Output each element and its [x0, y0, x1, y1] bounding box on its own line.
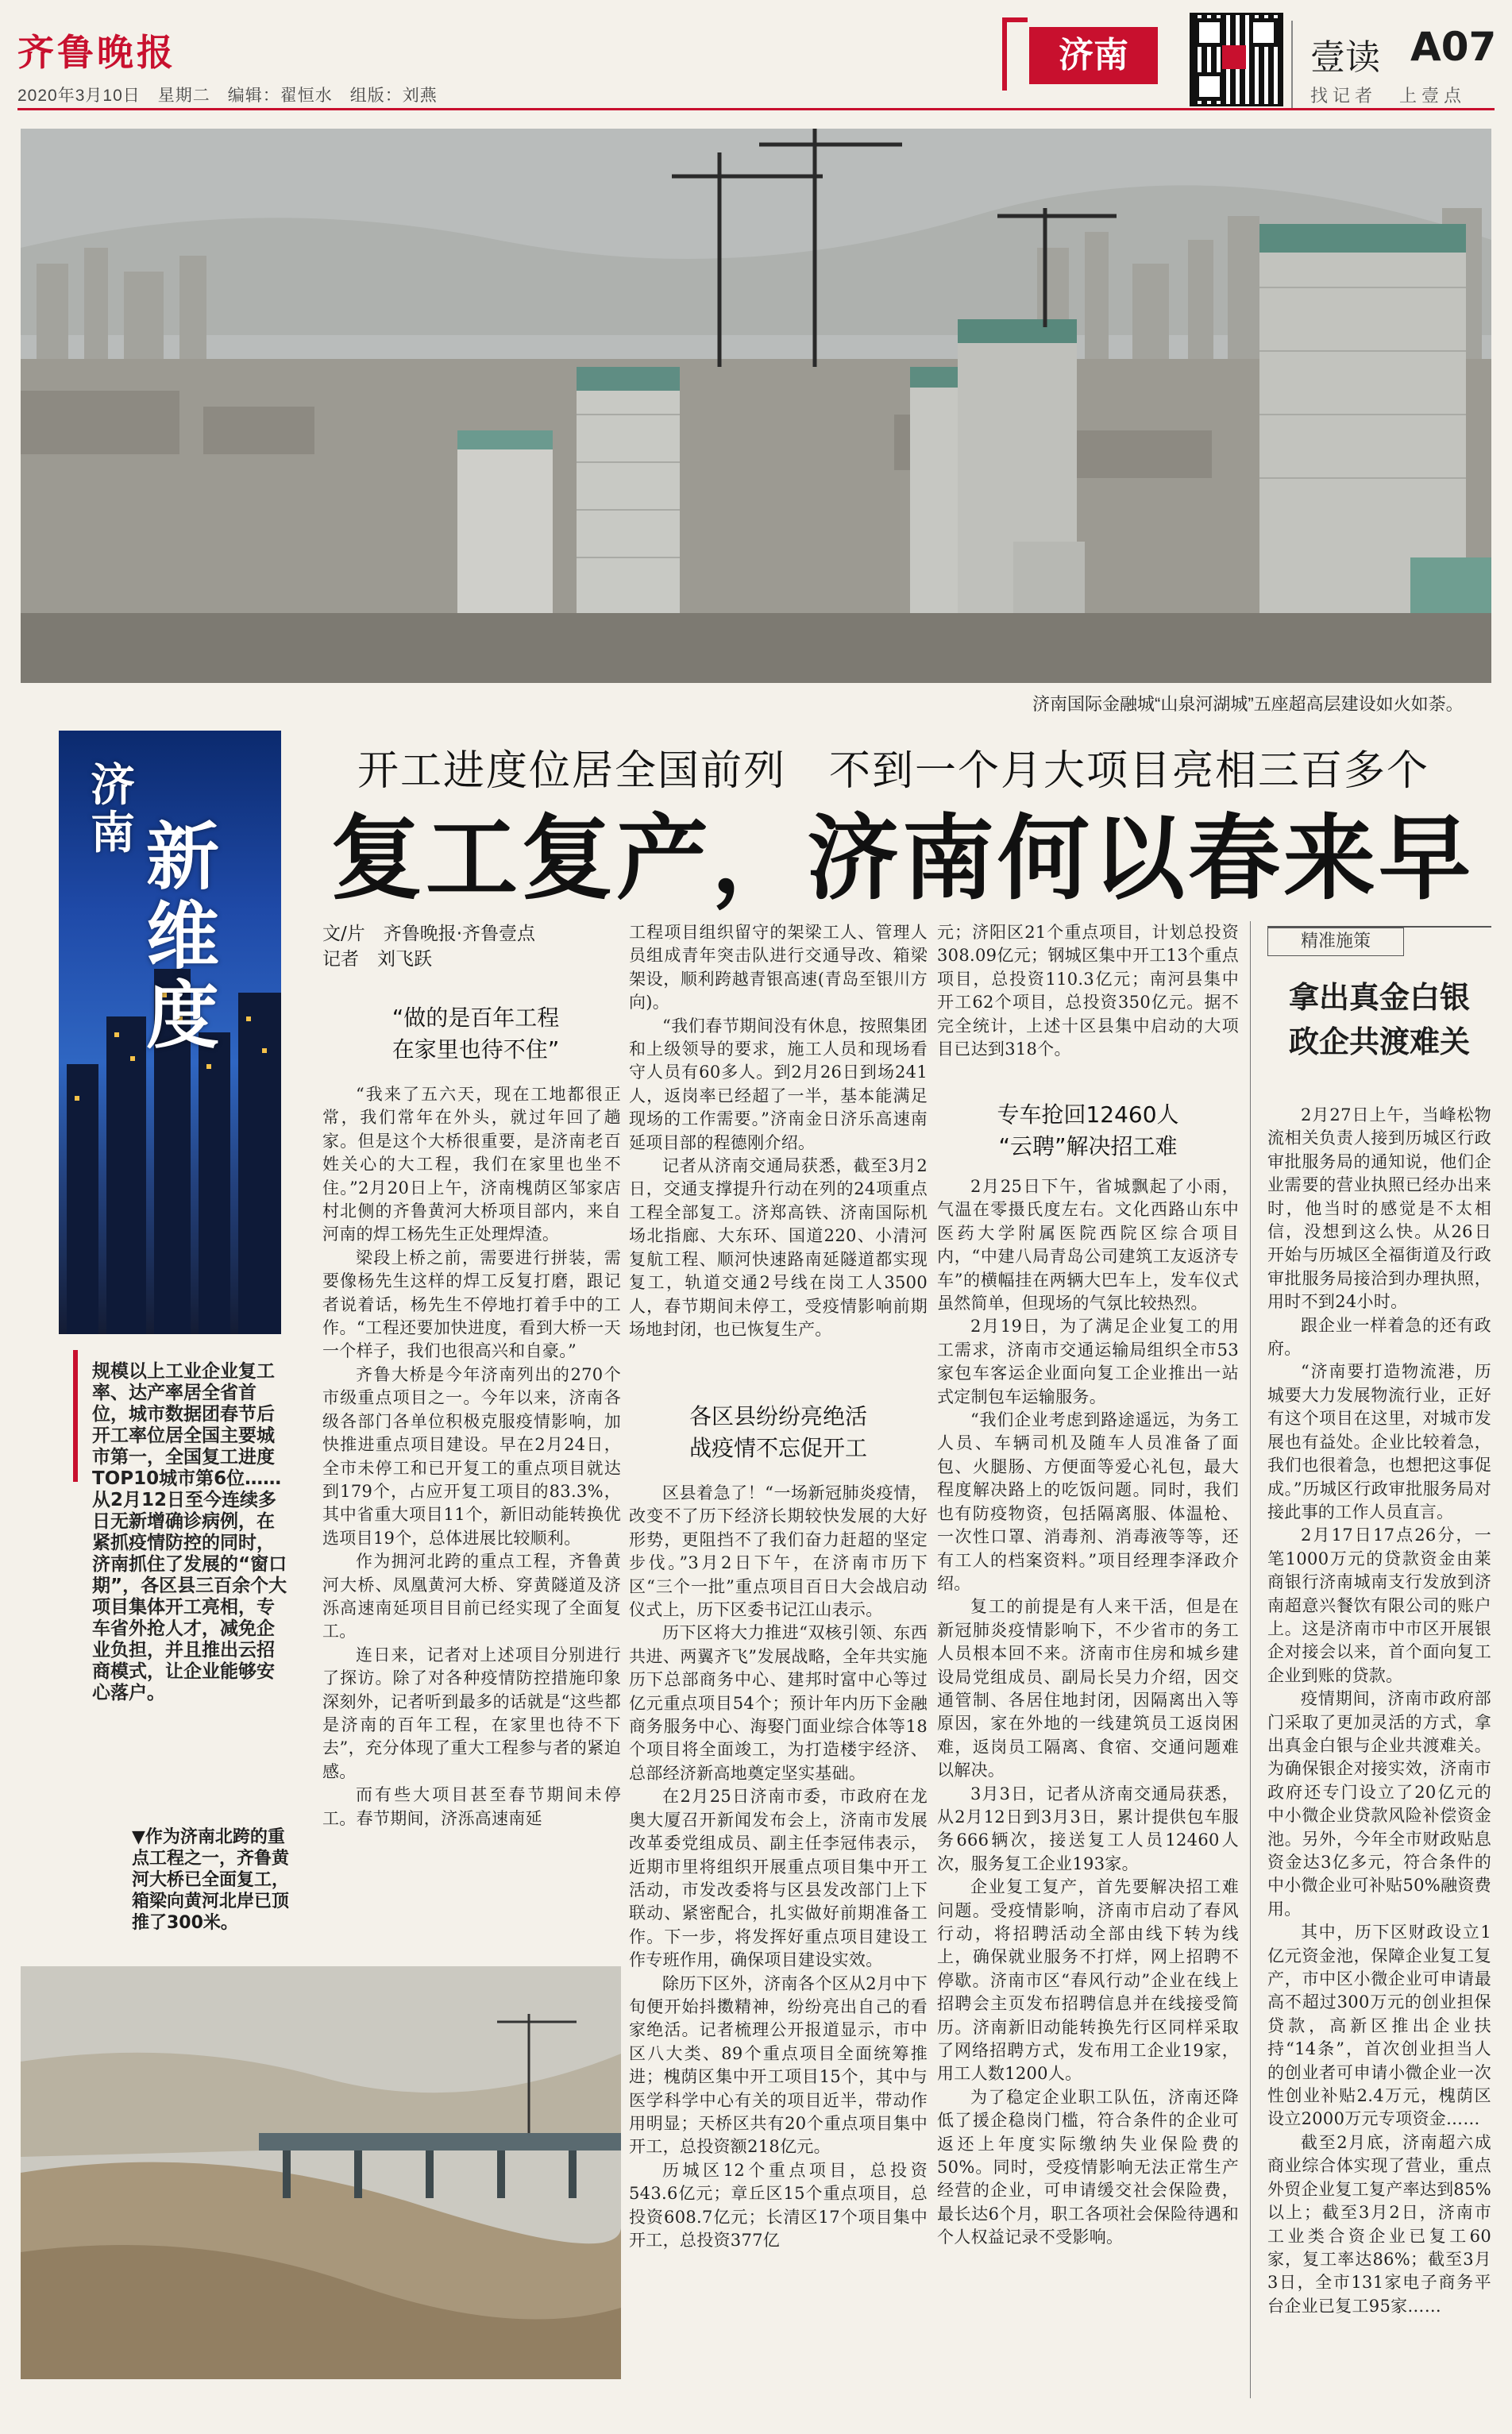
feature-accent-bar [73, 1350, 78, 1482]
subhead-1: “做的是百年工程 在家里也待不住” [392, 1005, 560, 1063]
column-3-bottom [937, 1175, 1239, 2250]
paragraph: 在2月25日济南市委，市政府在龙奥大厦召开新闻发布会上，济南市发展改革委党组成员、副主任李冠伟表示，近期市里将组织开展重点项目集中开工活动，市发改委将与区县发改部门上下联动、紧密配合，扎实做好前期准备工作。下一步，将发挥好重点项目建设工作专班作用，确保项目建设实效。 [629, 1787, 928, 1970]
sidebar-title: 拿出真金白银 政企共渡难关 [1288, 980, 1470, 1059]
column-2-bottom [629, 1482, 928, 2252]
paragraph: 复工的前提是有人来干活，但是在新冠肺炎疫情影响下，不少省市的务工人员根本回不来。济南市住房和城乡建设局党组成员、副局长吴力介绍，因交通管制、各居住地封闭，因隔离出入等原因，家在外地的一线建筑员工返岗困难，返岗员工隔离、食宿、交通问题难以解决。 [937, 1597, 1239, 1780]
column-4 [1267, 1104, 1491, 2318]
issue-meta: 2020年3月10日 星期二 编辑：翟恒水 组版：刘燕 [17, 87, 438, 105]
qr-corner [1195, 72, 1224, 101]
byline [322, 921, 535, 972]
paragraph: 历下区将大力推进“双核引领、东西共进、两翼齐飞”发展战略，全年共实施历下总部商务中心、建邦时富中心等过亿元重点项目54个；预计年内历下金融商务服务中心、海娶门面业综合体等18个项目将全面竣工，为打造楼宇经济、总部经济新高地奠定坚实基础。 [629, 1623, 928, 1783]
byline-reporter: 记者 刘飞跃 [322, 949, 432, 970]
city-skyline-illustration [21, 129, 1491, 683]
header-separator [1291, 21, 1293, 108]
paragraph: 2月27日上午，当峰松物流相关负责人接到历城区行政审批服务局的通知说，他们企业需要的营业执照已经办出来时，他当时的感觉是不太相信，没想到这么快。从26日开始与历城区全福街道及行政审批服务局接洽到办理执照，用时不到24小时。 [1267, 1105, 1491, 1312]
column-divider [1250, 921, 1251, 2398]
paragraph: 而有些大项目甚至春节期间未停工。春节期间，济泺高速南延 [322, 1785, 621, 1828]
paragraph: 疫情期间，济南市政府部门采取了更加灵活的方式，拿出真金白银与企业共渡难关。为确保银企对接实效，济南市政府还专门设立了20亿元的中小微企业贷款风险补偿资金池。另外，今年全市财政贴息资金达3亿多元，符合条件的中小微企业可补贴50%融资费用。 [1267, 1689, 1491, 1919]
qr-corner [1249, 18, 1278, 47]
paragraph: 作为拥河北跨的重点工程，齐鲁黄河大桥、凤凰黄河大桥、穿黄隧道及济泺高速南延项目目前已经实现了全面复工。 [322, 1552, 621, 1641]
paragraph: 元；济阳区21个重点项目，计划总投资308.09亿元；钢城区集中开工13个重点项目，总投资110.3亿元；南河县集中开工62个项目，总投资350亿元。据不完全统计，上述十区县集中启动的大项目已达到318个。 [937, 923, 1239, 1059]
qr-corner [1195, 18, 1224, 47]
hero-caption: 济南国际金融城“山泉河湖城”五座超高层建设如火如荼。 [1032, 694, 1464, 714]
paragraph: 2月25日下午，省城飘起了小雨，气温在零摄氏度左右。文化西路山东中医药大学附属医院西院区综合项目内，“中建八局青岛公司建筑工友返济专车”的横幅挂在两辆大巴车上，发车仪式虽然简单，但现场的气氛比较热烈。 [937, 1177, 1239, 1313]
newspaper-logo: 齐鲁晚报 [17, 31, 176, 74]
byline-photo-credit: 文/片 齐鲁晚报·齐鲁壹点 [322, 924, 536, 944]
paragraph: 为了稳定企业职工队伍，济南还降低了援企稳岗门槛，符合条件的企业可返还上年度实际缴纳失业保险费的50%。同时，受疫情影响无法正常生产经营的企业，可申请缓交社会保险费，最长达6个月，职工各项社会保险待遇和个人权益记录不受影响。 [937, 2087, 1239, 2247]
feature-banner [59, 731, 281, 1334]
yellow-river-bridge-illustration [21, 1966, 621, 2379]
column-1 [322, 1083, 621, 1830]
qr-code-icon[interactable] [1190, 13, 1283, 106]
paragraph: 3月3日，记者从济南交通局获悉，从2月12日到3月3日，累计提供包车服务666辆次，接送复工人员12460人次，服务复工企业193家。 [937, 1784, 1239, 1873]
subhead-3: 专车抢回12460人 “云聘”解决招工难 [997, 1101, 1179, 1159]
paragraph: “济南要打造物流港，历城要大力发展物流行业，正好有这个项目在这里，对城市发展也有益处。企业比较着急，我们也很着急，也想把这事促成。”历城区行政审批服务局对接此事的工作人员直言。 [1267, 1362, 1491, 1522]
masthead-divider [17, 108, 1495, 110]
bridge-photo [21, 1966, 621, 2379]
section-tag: 济南 [1029, 27, 1158, 84]
paragraph: 企业复工复产，首先要解决招工难问题。受疫情影响，济南市启动了春风行动，将招聘活动全部由线下转为线上，确保就业服务不打烊，网上招聘不停歇。济南市区“春风行动”企业在线上招聘会主页发布招聘信息并在线接受简历。济南新旧动能转换先行区同样采取了网络招聘方式，发布用工企业19家，用工人数1200人。 [937, 1877, 1239, 2084]
paragraph: 跟企业一样着急的还有政府。 [1267, 1315, 1491, 1359]
reporter-slogan: 找记者 上壹点 [1310, 86, 1467, 106]
paragraph: 记者从济南交通局获悉，截至3月2日，交通支撑提升行动在列的24项重点工程全部复工。济郑高铁、济南国际机场北指廊、大东环、国道220、小清河复航工程、顺河快速路南延隧道都实现复工，轨道交通2号线在岗工人3500人，春节期间未停工，受疫情影响前期场地封闭，也已恢复生产。 [629, 1156, 928, 1339]
page-section-name: 壹读 [1310, 37, 1380, 78]
headline-main: 复工复产，济南何以春来早 [330, 805, 1474, 912]
paragraph: 其中，历下区财政设立1亿元资金池，保障企业复工复产，市中区小微企业可申请最高不超过300万元的创业担保贷款，高新区推出企业扶持“14条”，首次创业担当人的创业者可申请小微企业一次性创业补贴2.4万元，槐荫区设立2000万元专项资金…… [1267, 1923, 1491, 2129]
paragraph: “我们春节期间没有休息，按照集团和上级领导的要求，施工人员和现场看守人员有60多人。到2月26日到场241人，返岗率已经超了一半，基本能满足现场的工作需要。”济南金日济乐高速南延项目部的程德刚介绍。 [629, 1016, 928, 1152]
paragraph: 齐鲁大桥是今年济南列出的270个市级重点项目之一。今年以来，济南各级各部门各单位积极克服疫情影响，加快推进重点项目建设。早在2月24日，全市未停工和已开复工的重点项目就达到179个，占应开复工项目的83.3%，其中省重大项目11个，新旧动能转换优选项目19个，总体进展比较顺利。 [322, 1364, 621, 1548]
paragraph: 历城区12个重点项目，总投资543.6亿元；章丘区15个重点项目，总投资608.7亿元；长清区17个项目集中开工，总投资377亿 [629, 2160, 928, 2250]
feature-word-new-dimension: 新维度 [146, 815, 220, 1059]
hero-photo [21, 129, 1491, 683]
paragraph: 工程项目组织留守的架梁工人、管理人员组成青年突击队进行交通导改、箱梁架设，顺利跨越青银高速(青岛至银川方向)。 [629, 923, 928, 1013]
column-2-top [629, 921, 928, 1341]
bridge-caption: ▼作为济南北跨的重点工程之一，齐鲁黄河大桥已全面复工，箱梁向黄河北岸已顶推了300米。 [132, 1827, 290, 1933]
column-3-top [937, 921, 1239, 1061]
subhead-2: 各区县纷纷亮绝活 战疫情不忘促开工 [688, 1403, 867, 1461]
paragraph: 截至2月底，济南超六成商业综合体实现了营业，重点外贸企业复工复产率达到85%以上；截至3月2日，济南市工业类合资企业已复工60家，复工率达86%；截至3月3日，全市131家电子商务平台企业已复工95家…… [1267, 2132, 1491, 2316]
page-number: A07 [1410, 24, 1497, 70]
paragraph: “我们企业考虑到路途遥远，为务工人员、车辆司机及随车人员准备了面包、火腿肠、方便面等爱心礼包，最大程度解决路上的吃饭问题。同时，我们也有防疫物资，包括隔离服、体温枪、一次性口罩、消毒剂、消毒液等等，还有工人的档案资料。”项目经理李泽政介绍。 [937, 1410, 1239, 1593]
paragraph: “我来了五六天，现在工地都很正常，我们常年在外头，就过年回了趟家。但是这个大桥很重要，是济南老百姓关心的大工程，我们在家里也坐不住。”2月20日上午，济南槐荫区邹家店村北侧的齐鲁黄河大桥项目部内，来自河南的焊工杨先生正处理焊渣。 [322, 1085, 621, 1244]
feature-word-jinan: 济南 [91, 760, 135, 859]
paragraph: 区县着急了！“一场新冠肺炎疫情，改变不了历下经济长期较快发展的大好形势，更阻挡不了我们奋力赶超的坚定步伐。”3月2日下午，在济南市历下区“三个一批”重点项目百日大会战启动仪式上，历下区委书记江山表示。 [629, 1483, 928, 1620]
feature-intro: 规模以上工业企业复工率、达产率居全省首位，城市数据团春节后开工率位居全国主要城市第一，全国复工进度TOP10城市第6位……从2月12日至今连续多日无新增确诊病例，在紧抓疫情防控的同时，济南抓住了发展的“窗口期”，各区县三百余个大项目集体开工亮相，专车省外抢人才，减免企业负担，并且推出云招商模式，让企业能够安心落户。 [92, 1361, 287, 1703]
paragraph: 2月17日17点26分，一笔1000万元的贷款资金由莱商银行济南城南支行发放到济南超意兴餐饮有限公司的账户上。这是济南市中市区开展银企对接会以来，首个面向复工企业到账的贷款。 [1267, 1526, 1491, 1685]
sidebar-tag: 精准施策 [1267, 928, 1404, 956]
headline-kicker: 开工进度位居全国前列 不到一个月大项目亮相三百多个 [357, 747, 1430, 795]
paragraph: 除历下区外，济南各个区从2月中下旬便开始抖擞精神，纷纷亮出自己的看家绝活。记者梳理公开报道显示，市中区八大类、89个重点项目全面统筹推进；槐荫区集中开工项目15个，其中与医学科学中心有关的项目近半，带动作用明显；天桥区共有20个重点项目集中开工，总投资额218亿元。 [629, 1973, 928, 2157]
paragraph: 梁段上桥之前，需要进行拼装，需要像杨先生这样的焊工反复打磨，跟记者说着话，杨先生不停地打着手中的工作。“工程还要加快进度，看到大桥一天一个样子，我们也很高兴和自豪。” [322, 1248, 621, 1361]
paragraph: 连日来，记者对上述项目分别进行了探访。除了对各种疫情防控措施印象深刻外，记者听到最多的话就是“这些都是济南的百年工程，在家里也待不下去”，充分体现了重大工程参与者的紧迫感。 [322, 1645, 621, 1781]
section-bracket [1002, 17, 1028, 91]
paragraph: 2月19日，为了满足企业复工的用工需求，济南市交通运输局组织全市53家包车客运企业面向复工企业推出一站式定制包车运输服务。 [937, 1317, 1239, 1406]
